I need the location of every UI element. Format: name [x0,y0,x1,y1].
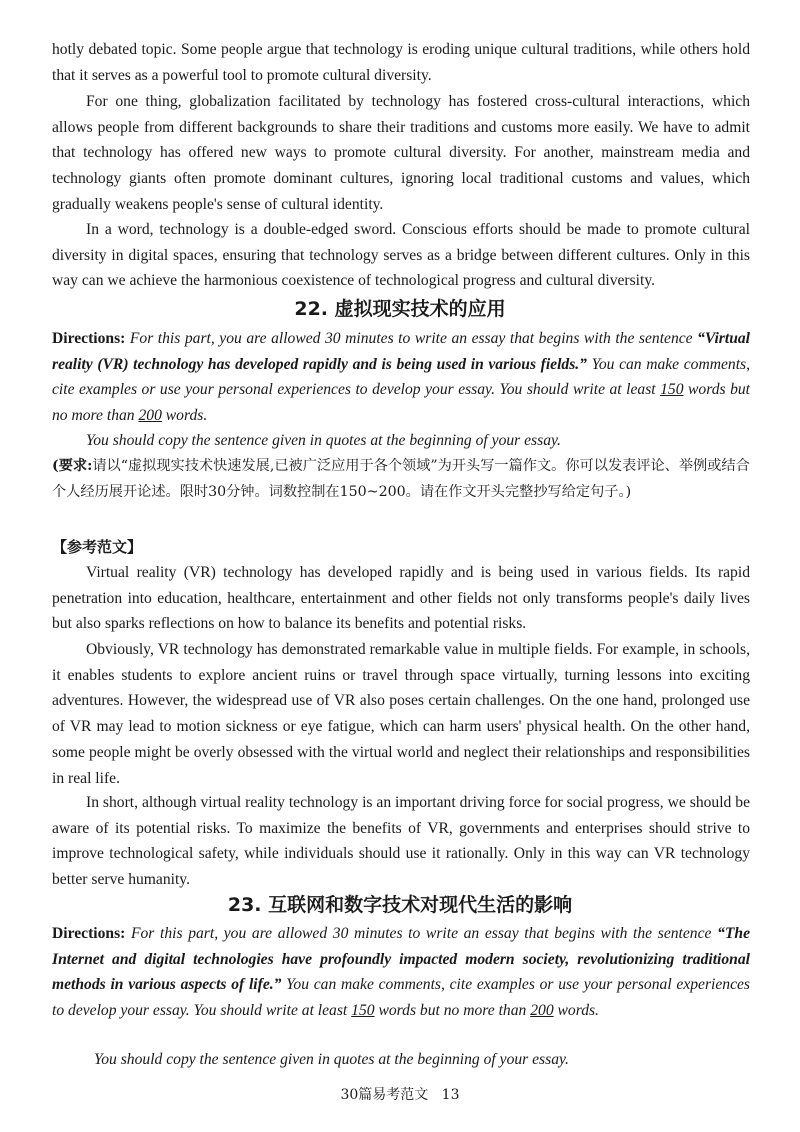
footer-book-title: 30篇易考范文 [340,1087,429,1103]
section-22-directions [52,326,750,429]
section-23-title: 23. 互联网和数字技术对现代生活的影响 [227,894,573,916]
min-word-count: 150 [660,381,684,399]
section-23-copy-note: You should copy the sentence given in quotes at the beginning of your essay. [94,1051,569,1068]
directions-label: Directions: [52,330,126,347]
section-22-copy-note: You should copy the sentence given in quotes at the beginning of your essay. [86,432,561,449]
essay21-paragraph-3: In a word, technology is a double-edged sword. Conscious efforts should be made to promote cultural diversity in digital spaces, ensuring that technology serves as a bridge between different cultures. Only in this way can we achieve the harmonious coexistence of technological progress and cultural diversity. [52,221,750,290]
essay22-paragraph-3: In short, although virtual reality technology is an important driving force for social progress, we should be aware of its potential risks. To maximize the benefits of VR, governments and enterprises should strive to improve technological safety, while individuals should use it rationally. Only in this way can VR technology better serve humanity. [52,794,750,889]
max-word-count: 200 [530,1002,554,1020]
page-footer [0,1085,800,1105]
section-22-title: 22. 虚拟现实技术的应用 [294,298,506,320]
directions-and: words but no more than [374,1002,531,1020]
section-23-directions [52,921,750,1024]
directions-intro: For this part, you are allowed 30 minutes to write an essay that begins with the sentence [125,925,718,942]
essay22-paragraph-1: Virtual reality (VR) technology has developed rapidly and is being used in various fields. Its rapid penetration into education, healthcare, entertainment and other fields not only transforms people's daily lives but also sparks reflections on how to balance its benefits and potential risks. [52,564,750,633]
directions-quote: “The Internet and digital technologies have profoundly impacted modern society, revolutionizing traditional methods in various aspects of life.” [52,925,750,994]
directions-quote: “Virtual reality (VR) technology has developed rapidly and is being used in various fields.” [52,330,750,373]
directions-end: words. [161,407,208,425]
directions-and: words but no more than [52,381,750,425]
min-word-count: 150 [351,1002,375,1020]
essay21-paragraph-2: For one thing, globalization facilitated by technology has fostered cross-cultural interactions, which allows people from different backgrounds to share their traditions and customs more easily. We have to admit that technology has offered new ways to promote cultural diversity. For another, mainstream media and technology giants often promote dominant cultures, ignoring local traditional customs and values, which gradually weakens people's sense of cultural identity. [52,93,750,213]
essay22-paragraph-2: Obviously, VR technology has demonstrated remarkable value in multiple fields. For example, in schools, it enables students to explore ancient ruins or travel through space virtually, turning lessons into exciting adventures. However, the widespread use of VR also poses certain challenges. On the one hand, prolonged use of VR may lead to motion sickness or eye fatigue, which can harm users' physical health. On the other hand, some people might be overly obsessed with the virtual world and neglect their relationships and responsibilities in real life. [52,641,750,787]
essay21-paragraph-1-continued: hotly debated topic. Some people argue that technology is eroding unique cultural traditions, while others hold that it serves as a powerful tool to promote cultural diversity. [52,41,750,84]
section-22-chinese-requirement [52,454,750,505]
directions-intro: For this part, you are allowed 30 minutes to write an essay that begins with the sentence [125,330,698,347]
directions-label: Directions: [52,925,126,942]
reference-essay-label: 【参考范文】 [52,538,143,556]
directions-end: words. [553,1002,599,1020]
max-word-count: 200 [138,407,162,425]
requirement-label: (要求: [52,458,93,474]
page-number: 13 [441,1087,460,1103]
directions-middle: You can make comments, cite examples or use your personal experiences to develop your essay. You should write at least [52,355,750,399]
requirement-text: 请以“虚拟现实技术快速发展,已被广泛应用于各个领域”为开头写一篇作文。你可以发表评论、举例或结合个人经历展开论述。限时30分钟。词数控制在150~200。请在作文开头完整抄写给定句子。) [52,458,750,500]
directions-middle: You can make comments, cite examples or use your personal experiences to develop your essay. You should write at least [52,976,750,1020]
